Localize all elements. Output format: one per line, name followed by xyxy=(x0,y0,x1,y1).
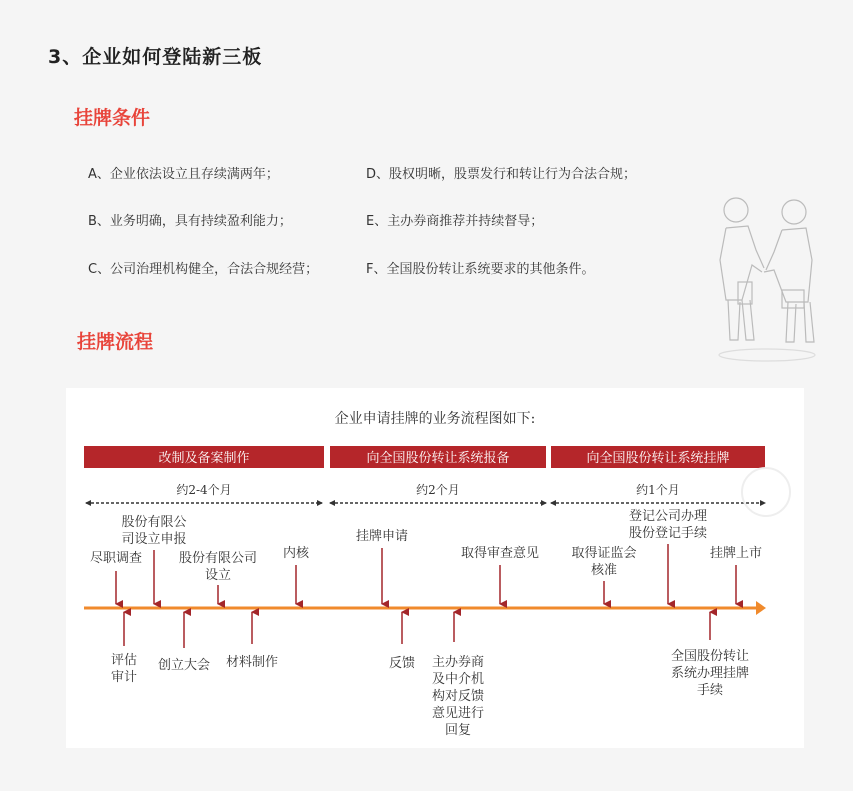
event-establish-l2: 设立 xyxy=(204,568,232,583)
watermark-circle xyxy=(742,468,790,516)
event-materials: 材料制作 xyxy=(225,655,279,670)
condition-b: B、业务明确，具有持续盈利能力； xyxy=(88,214,292,229)
chart-title: 企业申请挂牌的业务流程图如下: xyxy=(334,411,536,427)
event-review-opinion: 取得审查意见 xyxy=(460,546,540,561)
event-audit-l1: 评估 xyxy=(110,653,138,668)
condition-f: F、全国股份转让系统要求的其他条件。 xyxy=(366,262,595,277)
phase-label-1: 改制及备案制作 xyxy=(158,451,250,466)
event-feedback: 反馈 xyxy=(388,656,416,671)
event-reply-l5: 回复 xyxy=(444,723,472,738)
event-csrc-l2: 核准 xyxy=(590,563,618,578)
event-system-l1: 全国股份转让 xyxy=(670,649,750,664)
condition-c: C、公司治理机构健全，合法合规经营； xyxy=(88,262,319,277)
event-register-l2: 股份登记手续 xyxy=(628,526,708,541)
phase-label-2: 向全国股份转让系统报备 xyxy=(366,451,510,466)
event-system-l3: 手续 xyxy=(696,683,724,698)
process-flowchart xyxy=(66,388,804,748)
phase-label-3: 向全国股份转让系统挂牌 xyxy=(586,451,730,466)
event-founding-meeting: 创立大会 xyxy=(157,658,211,673)
event-reply-l4: 意见进行 xyxy=(431,706,485,721)
event-audit-l2: 审计 xyxy=(110,670,138,685)
section-title: 3、企业如何登陆新三板 xyxy=(48,46,263,68)
event-reply-l1: 主办券商 xyxy=(431,655,485,670)
event-listing-apply: 挂牌申请 xyxy=(355,529,409,544)
listing-conditions-heading: 挂牌条件 xyxy=(74,107,151,129)
phase-duration-3: 约1个月 xyxy=(636,483,680,497)
event-register-l1: 登记公司办理 xyxy=(628,509,708,524)
event-system-l2: 系统办理挂牌 xyxy=(670,666,750,681)
event-establish-l1: 股份有限公司 xyxy=(178,551,258,566)
condition-d: D、股权明晰，股票发行和转让行为合法合规； xyxy=(366,167,637,182)
timeline-arrowhead xyxy=(756,601,766,615)
phase-duration-1: 约2-4个月 xyxy=(176,483,232,497)
event-apply-l2: 司设立申报 xyxy=(121,532,187,547)
event-csrc-l1: 取得证监会 xyxy=(571,546,637,561)
event-reply-l3: 构对反馈 xyxy=(431,689,485,704)
event-internal-review: 内核 xyxy=(282,546,310,561)
event-listed: 挂牌上市 xyxy=(709,546,763,561)
phase-duration-2: 约2个月 xyxy=(416,483,460,497)
condition-a: A、企业依法设立且存续满两年； xyxy=(88,167,279,182)
event-apply-l1: 股份有限公 xyxy=(121,515,187,530)
event-reply-l2: 及中介机 xyxy=(431,672,485,687)
handshake-illustration xyxy=(712,190,822,365)
listing-process-heading: 挂牌流程 xyxy=(77,331,154,353)
condition-e: E、主办券商推荐并持续督导； xyxy=(366,214,544,229)
event-due-diligence: 尽职调查 xyxy=(89,551,143,566)
